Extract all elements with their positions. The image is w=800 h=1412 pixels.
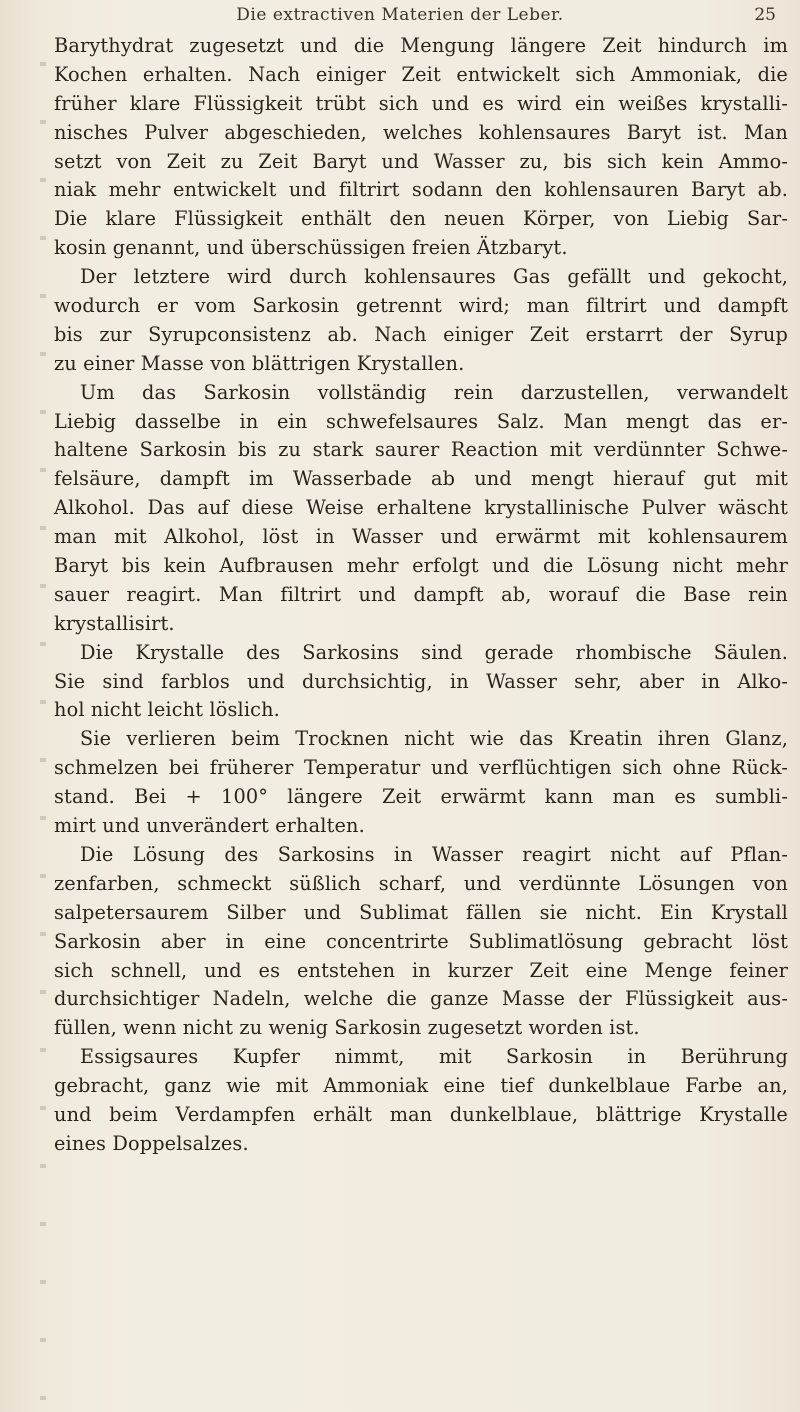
text-line: Kochen erhalten. Nach einiger Zeit entwickelt sich Ammoniak, die bbox=[54, 62, 788, 86]
text-line: sich schnell, und es entstehen in kurzer Zeit eine Menge feiner bbox=[54, 958, 788, 982]
text-line: eines Doppelsalzes. bbox=[54, 1131, 249, 1155]
text-line: Sie verlieren beim Trocknen nicht wie das Kreatin ihren Glanz, bbox=[80, 727, 788, 751]
text-line: früher klare Flüssigkeit trübt sich und es wird ein weißes krystalli- bbox=[54, 91, 788, 115]
text-line: Essigsaures Kupfer nimmt, mit Sarkosin in Berührung bbox=[80, 1045, 788, 1069]
text-line: sauer reagirt. Man filtrirt und dampft ab, worauf die Base rein bbox=[54, 582, 788, 606]
text-line: und beim Verdampfen erhält man dunkelblaue, blättrige Krystalle bbox=[54, 1102, 788, 1126]
text-line: stand. Bei + 100° längere Zeit erwärmt kann man es sumbli- bbox=[54, 785, 788, 809]
text-line: Die klare Flüssigkeit enthält den neuen Körper, von Liebig Sar- bbox=[54, 207, 788, 231]
text-line: Baryt bis kein Aufbrausen mehr erfolgt und die Lösung nicht mehr bbox=[54, 554, 788, 578]
text-line: schmelzen bei früherer Temperatur und verflüchtigen sich ohne Rück- bbox=[54, 756, 788, 780]
text-line: Liebig dasselbe in ein schwefelsaures Salz. Man mengt das er- bbox=[54, 409, 788, 433]
text-line: gebracht, ganz wie mit Ammoniak eine tief dunkelblaue Farbe an, bbox=[54, 1074, 788, 1098]
text-line: Die Krystalle des Sarkosins sind gerade rhombische Säulen. bbox=[80, 640, 788, 664]
text-line: zenfarben, schmeckt süßlich scharf, und verdünnte Lösungen von bbox=[54, 871, 788, 895]
text-line: Barythydrat zugesetzt und die Mengung längere Zeit hindurch im bbox=[54, 34, 788, 57]
text-line: felsäure, dampft im Wasserbade ab und mengt hierauf gut mit bbox=[54, 467, 788, 491]
text-line: Die Lösung des Sarkosins in Wasser reagirt nicht auf Pflan- bbox=[80, 842, 788, 866]
text-line: hol nicht leicht löslich. bbox=[54, 698, 280, 722]
text-line: mirt und unverändert erhalten. bbox=[54, 814, 365, 838]
binding-shadow bbox=[40, 40, 46, 1410]
text-line: füllen, wenn nicht zu wenig Sarkosin zugesetzt worden ist. bbox=[54, 1016, 640, 1040]
text-line: man mit Alkohol, löst in Wasser und erwärmt mit kohlensaurem bbox=[54, 525, 788, 549]
page-header bbox=[0, 3, 800, 31]
text-line: nisches Pulver abgeschieden, welches kohlensaures Baryt ist. Man bbox=[54, 120, 788, 144]
text-line: bis zur Syrupconsistenz ab. Nach einiger Zeit erstarrt der Syrup bbox=[54, 322, 788, 346]
text-line: haltene Sarkosin bis zu stark saurer Reaction mit verdünnter Schwe- bbox=[54, 438, 788, 462]
text-line: durchsichtiger Nadeln, welche die ganze Masse der Flüssigkeit aus- bbox=[54, 987, 788, 1011]
page-number: 25 bbox=[754, 5, 776, 25]
body-text bbox=[54, 32, 788, 1159]
text-line: zu einer Masse von blättrigen Krystallen. bbox=[54, 351, 465, 375]
text-line: Alkohol. Das auf diese Weise erhaltene krystallinische Pulver wäscht bbox=[54, 496, 788, 520]
text-line: setzt von Zeit zu Zeit Baryt und Wasser zu, bis sich kein Ammo- bbox=[54, 149, 788, 173]
text-line: krystallisirt. bbox=[54, 611, 175, 635]
text-line: kosin genannt, und überschüssigen freien Ätzbaryt. bbox=[54, 236, 568, 260]
text-line: Der letztere wird durch kohlensaures Gas gefällt und gekocht, bbox=[80, 265, 788, 289]
text-line: salpetersaurem Silber und Sublimat fällen sie nicht. Ein Krystall bbox=[54, 900, 788, 924]
running-head: Die extractiven Materien der Leber. bbox=[236, 5, 564, 25]
text-line: Um das Sarkosin vollständig rein darzustellen, verwandelt bbox=[80, 380, 788, 404]
text-line: Sie sind farblos und durchsichtig, in Wasser sehr, aber in Alko- bbox=[54, 669, 788, 693]
text-line: niak mehr entwickelt und filtrirt sodann den kohlensauren Baryt ab. bbox=[54, 178, 788, 202]
text-line: wodurch er vom Sarkosin getrennt wird; man filtrirt und dampft bbox=[54, 294, 788, 318]
text-line: Sarkosin aber in eine concentrirte Sublimatlösung gebracht löst bbox=[54, 929, 788, 953]
